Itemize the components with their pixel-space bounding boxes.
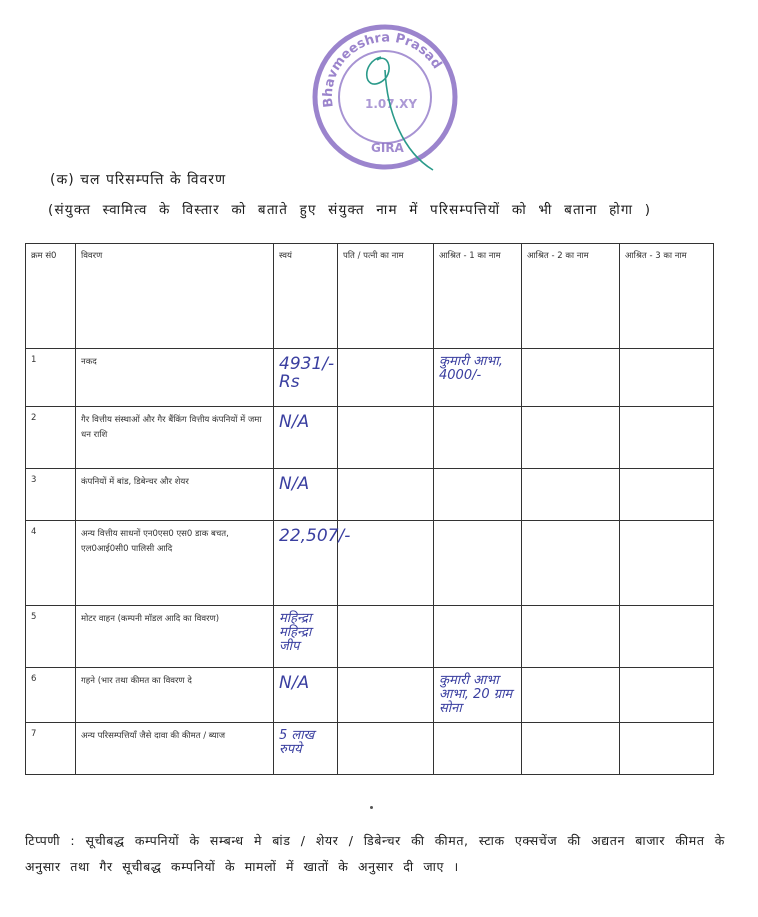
row-dependent-1-value: [434, 407, 522, 469]
row-dependent-3-value: [620, 407, 714, 469]
row-self-value: [274, 606, 338, 668]
row-spouse-value: [338, 349, 434, 407]
row-dependent-1-value: [434, 606, 522, 668]
row-dependent-2-value: [522, 606, 620, 668]
row-description: कंपनियों में बांड, डिबेन्चर और शेयर: [76, 469, 274, 521]
handwritten-self: N/A: [279, 474, 310, 494]
row-dependent-3-value: [620, 469, 714, 521]
row-dependent-1-value: [434, 469, 522, 521]
handwritten-self: N/A: [279, 673, 310, 693]
row-spouse-value: [338, 407, 434, 469]
row-self-value: [274, 469, 338, 521]
handwritten-dependent: कुमारी आभा, 4000/-: [439, 354, 503, 383]
header-self: स्वयं: [274, 244, 338, 349]
row-dependent-2-value: [522, 469, 620, 521]
row-dependent-3-value: [620, 668, 714, 723]
row-description: अन्य वित्तीय साधनों एन0एस0 एस0 डाक बचत, एल0आई0सी0 पालिसी आदि: [76, 521, 274, 606]
section-heading: (क) चल परिसम्पत्ति के विवरण: [50, 172, 227, 188]
table-header-row: [26, 244, 714, 349]
row-dependent-1-value: [434, 668, 522, 723]
row-dependent-1-value: [434, 723, 522, 775]
row-description: मोटर वाहन (कम्पनी मॉडल आदि का विवरण): [76, 606, 274, 668]
header-description: विवरण: [76, 244, 274, 349]
table-row: [26, 349, 714, 407]
header-spouse: पति / पत्नी का नाम: [338, 244, 434, 349]
row-serial: 5: [26, 606, 76, 668]
header-serial: क्रम सं0: [26, 244, 76, 349]
row-description: गहने (भार तथा कीमत का विवरण दे: [76, 668, 274, 723]
row-spouse-value: [338, 668, 434, 723]
row-serial: 4: [26, 521, 76, 606]
row-description: नकद: [76, 349, 274, 407]
stamp-date: 1.07.XY: [365, 97, 418, 111]
assets-table: [25, 243, 714, 775]
table-row: [26, 407, 714, 469]
row-dependent-1-value: [434, 349, 522, 407]
row-serial: 1: [26, 349, 76, 407]
table-row: [26, 668, 714, 723]
row-spouse-value: [338, 469, 434, 521]
handwritten-self: महिन्द्रा महिन्द्रा जीप: [279, 611, 312, 654]
row-dependent-2-value: [522, 668, 620, 723]
row-serial: 6: [26, 668, 76, 723]
row-self-value: [274, 407, 338, 469]
handwritten-self: 5 लाख रुपये: [279, 728, 315, 757]
row-spouse-value: [338, 723, 434, 775]
header-dependent-3: आश्रित - 3 का नाम: [620, 244, 714, 349]
row-description: अन्य परिसम्पत्तियाँ जैसे दावा की कीमत / ब्याज: [76, 723, 274, 775]
row-dependent-2-value: [522, 349, 620, 407]
row-dependent-2-value: [522, 723, 620, 775]
handwritten-dependent: कुमारी आभा आभा, 20 ग्राम सोना: [439, 673, 513, 716]
table-row: [26, 469, 714, 521]
section-subheading: (संयुक्त स्वामित्व के विस्तार को बताते हुए संयुक्त नाम में परिसम्पत्तियों को भी बताना होगा ): [48, 202, 652, 218]
row-serial: 3: [26, 469, 76, 521]
row-dependent-3-value: [620, 521, 714, 606]
stamp-ring-text: Bhavmeeshra Prasad: [320, 30, 445, 109]
row-dependent-1-value: [434, 521, 522, 606]
row-dependent-3-value: [620, 723, 714, 775]
row-description: गैर वित्तीय संस्थाओं और गैर बैंकिंग वित्तीय कंपनियों में जमा धन राशि: [76, 407, 274, 469]
row-self-value: [274, 521, 351, 606]
table-row: [26, 606, 714, 668]
official-stamp: [303, 12, 468, 177]
row-spouse-value: [338, 606, 434, 668]
row-serial: 7: [26, 723, 76, 775]
handwritten-self: 4931/- Rs: [279, 354, 335, 392]
stamp-bottom-text: GIRA: [371, 141, 404, 155]
header-dependent-2: आश्रित - 2 का नाम: [522, 244, 620, 349]
table-row: [26, 521, 714, 606]
row-dependent-3-value: [620, 349, 714, 407]
row-self-value: [274, 349, 338, 407]
table-row: [26, 723, 714, 775]
handwritten-self: 22,507/-: [279, 526, 351, 546]
stray-dot: [370, 806, 373, 809]
row-spouse-value: [338, 521, 434, 606]
row-serial: 2: [26, 407, 76, 469]
footnote: टिप्पणी : सूचीबद्ध कम्पनियों के सम्बन्ध मे बांड / शेयर / डिबेन्चर की कीमत, स्टाक एक्सचेंज की अद्यतन बाजार कीमत के अनुसार तथा गैर सूचीबद्ध कम्पनियों के मामलों में खातों के अनुसार दी जाए ।: [25, 833, 725, 874]
row-dependent-3-value: [620, 606, 714, 668]
header-dependent-1: आश्रित - 1 का नाम: [434, 244, 522, 349]
row-self-value: [274, 723, 338, 775]
row-dependent-2-value: [522, 521, 620, 606]
row-dependent-2-value: [522, 407, 620, 469]
row-self-value: [274, 668, 338, 723]
handwritten-self: N/A: [279, 412, 310, 432]
